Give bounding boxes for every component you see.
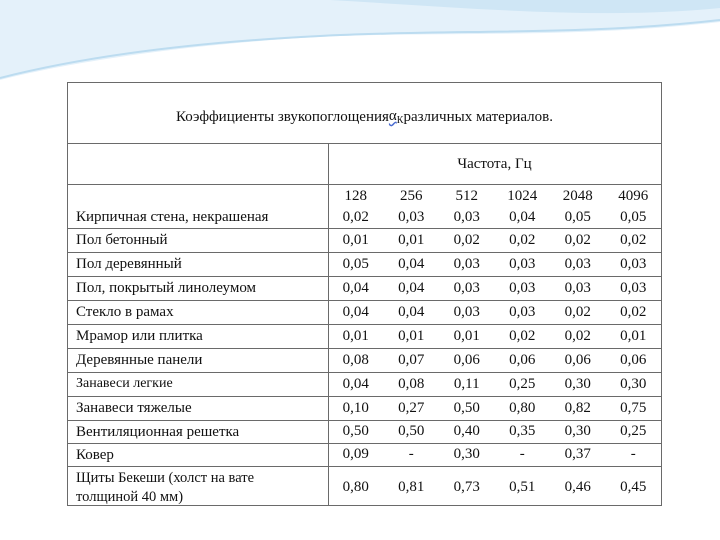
value-cell: - bbox=[519, 446, 525, 462]
value-cell: 0,02 bbox=[509, 327, 536, 344]
value-cell: 0,25 bbox=[620, 423, 647, 439]
value-cell: 0,05 bbox=[564, 208, 591, 225]
value-cell: 0,30 bbox=[620, 375, 647, 392]
value-cell: 0,05 bbox=[342, 255, 369, 272]
value-cell: 0,80 bbox=[509, 399, 536, 416]
value-cell: 0,03 bbox=[453, 279, 480, 296]
table-row bbox=[68, 228, 661, 252]
value-cell: 0,06 bbox=[620, 351, 647, 368]
material-name: Пол деревянный bbox=[76, 256, 182, 272]
table-row bbox=[68, 396, 661, 420]
frequency-cell: 2048 bbox=[562, 188, 593, 204]
value-cells bbox=[328, 186, 661, 207]
value-cell: 0,01 bbox=[620, 327, 647, 344]
value-cell: 0,03 bbox=[509, 303, 536, 320]
value-cell: 0,25 bbox=[509, 375, 536, 392]
value-cell: 0,04 bbox=[342, 375, 369, 392]
value-cell: 0,03 bbox=[398, 208, 425, 225]
value-cell: 0,40 bbox=[453, 423, 480, 439]
material-name: Пол, покрытый линолеумом bbox=[76, 280, 257, 296]
value-cells bbox=[328, 372, 661, 396]
row-divider bbox=[68, 228, 661, 229]
frequency-header bbox=[68, 144, 661, 185]
value-cell: 0,08 bbox=[398, 375, 425, 392]
value-cell: 0,73 bbox=[453, 479, 480, 495]
value-cell: 0,50 bbox=[453, 399, 480, 416]
value-cells bbox=[328, 252, 661, 276]
value-cell: 0,27 bbox=[398, 399, 425, 416]
value-cell: 0,05 bbox=[620, 208, 647, 225]
value-cell: 0,51 bbox=[509, 479, 536, 495]
table-row bbox=[68, 420, 661, 443]
material-name: Занавеси легкие bbox=[76, 376, 173, 391]
value-cell: 0,08 bbox=[342, 351, 369, 368]
value-cell: 0,03 bbox=[453, 255, 480, 272]
value-cells bbox=[328, 348, 661, 372]
value-cell: 0,03 bbox=[620, 255, 647, 272]
value-cell: 0,04 bbox=[342, 303, 369, 320]
material-name: Деревянные панели bbox=[76, 352, 203, 368]
frequency-cell: 512 bbox=[455, 188, 478, 204]
material-name: Вентиляционная решетка bbox=[76, 423, 240, 440]
material-name: Стекло в рамах bbox=[76, 304, 174, 320]
table-row bbox=[68, 324, 661, 348]
table-row bbox=[68, 443, 661, 466]
material-name: Кирпичная стена, некрашеная bbox=[76, 209, 269, 225]
value-cell: 0,03 bbox=[509, 255, 536, 272]
value-cell: 0,10 bbox=[342, 399, 369, 416]
value-cell: 0,46 bbox=[564, 479, 591, 495]
table-row bbox=[68, 276, 661, 300]
title-symbol bbox=[389, 108, 404, 126]
table-row bbox=[68, 466, 661, 509]
value-cell: 0,75 bbox=[620, 399, 647, 416]
value-cell: 0,02 bbox=[620, 303, 647, 320]
value-cell: 0,50 bbox=[398, 423, 425, 439]
value-cell: 0,30 bbox=[564, 375, 591, 392]
value-cells bbox=[328, 228, 661, 252]
value-cell: 0,02 bbox=[453, 231, 480, 248]
table-row bbox=[68, 252, 661, 276]
value-cell: 0,02 bbox=[509, 231, 536, 248]
value-cells bbox=[328, 466, 661, 509]
title-suffix: различных материалов. bbox=[403, 108, 553, 125]
value-cell: 0,30 bbox=[453, 446, 480, 462]
frequency-row bbox=[68, 186, 661, 207]
material-name: Мрамор или плитка bbox=[76, 328, 203, 344]
value-cells bbox=[328, 276, 661, 300]
value-cell: 0,82 bbox=[564, 399, 591, 416]
table-title bbox=[68, 83, 661, 144]
value-cell: 0,03 bbox=[564, 279, 591, 296]
value-cell: 0,04 bbox=[342, 279, 369, 296]
value-cell: 0,06 bbox=[453, 351, 480, 368]
value-cell: 0,06 bbox=[564, 351, 591, 368]
value-cell: 0,02 bbox=[564, 303, 591, 320]
value-cell: 0,02 bbox=[620, 231, 647, 248]
value-cell: 0,04 bbox=[509, 208, 536, 225]
value-cell: 0,50 bbox=[342, 423, 369, 439]
value-cell: 0,01 bbox=[398, 327, 425, 344]
value-cell: 0,01 bbox=[342, 231, 369, 248]
value-cell: 0,04 bbox=[398, 279, 425, 296]
value-cells bbox=[328, 206, 661, 228]
table-row bbox=[68, 206, 661, 228]
value-cell: 0,01 bbox=[342, 327, 369, 344]
table-row bbox=[68, 300, 661, 324]
value-cell: 0,45 bbox=[620, 479, 647, 495]
material-name: Щиты Бекеши (холст на вате толщиной 40 мм) bbox=[76, 469, 255, 505]
value-cell: 0,01 bbox=[398, 231, 425, 248]
value-cells bbox=[328, 420, 661, 443]
material-name: Ковер bbox=[76, 446, 114, 463]
table-body bbox=[68, 184, 661, 505]
value-cell: 0,03 bbox=[564, 255, 591, 272]
table-row bbox=[68, 348, 661, 372]
material-header-cell bbox=[68, 144, 329, 184]
value-cell: 0,35 bbox=[509, 423, 536, 439]
title-prefix: Коэффициенты звукопоглощения bbox=[176, 108, 389, 125]
frequency-cell: 1024 bbox=[507, 188, 538, 204]
value-cells bbox=[328, 300, 661, 324]
frequency-cell: 256 bbox=[400, 188, 423, 204]
value-cell: 0,04 bbox=[398, 303, 425, 320]
value-cells bbox=[328, 443, 661, 466]
value-cell: 0,02 bbox=[564, 231, 591, 248]
value-cell: 0,11 bbox=[453, 375, 480, 392]
value-cell: 0,03 bbox=[509, 279, 536, 296]
frequency-cell: 4096 bbox=[618, 188, 649, 204]
title-alpha: α bbox=[388, 108, 397, 124]
frequency-label: Частота, Гц bbox=[457, 155, 532, 172]
value-cell: 0,07 bbox=[398, 351, 425, 368]
title-subscript: К bbox=[396, 115, 404, 126]
value-cell: 0,03 bbox=[453, 303, 480, 320]
frequency-cell: 128 bbox=[344, 188, 367, 204]
value-cell: 0,06 bbox=[509, 351, 536, 368]
value-cell: 0,30 bbox=[564, 423, 591, 439]
value-cell: 0,02 bbox=[342, 208, 369, 225]
value-cell: 0,03 bbox=[453, 208, 480, 225]
table-row bbox=[68, 372, 661, 396]
value-cell: 0,04 bbox=[398, 255, 425, 272]
material-name: Пол бетонный bbox=[76, 232, 168, 248]
material-name: Занавеси тяжелые bbox=[76, 400, 192, 416]
value-cells bbox=[328, 396, 661, 420]
value-cell: 0,80 bbox=[342, 479, 369, 495]
value-cell: - bbox=[630, 446, 636, 462]
value-cell: 0,09 bbox=[342, 446, 369, 462]
value-cell: 0,03 bbox=[620, 279, 647, 296]
value-cell: 0,37 bbox=[564, 446, 591, 462]
value-cells bbox=[328, 324, 661, 348]
value-cell: 0,81 bbox=[398, 479, 425, 495]
decorative-wave-background bbox=[0, 0, 720, 80]
value-cell: 0,01 bbox=[453, 327, 480, 344]
absorption-table bbox=[67, 82, 662, 506]
value-cell: 0,02 bbox=[564, 327, 591, 344]
value-cell: - bbox=[408, 446, 414, 462]
